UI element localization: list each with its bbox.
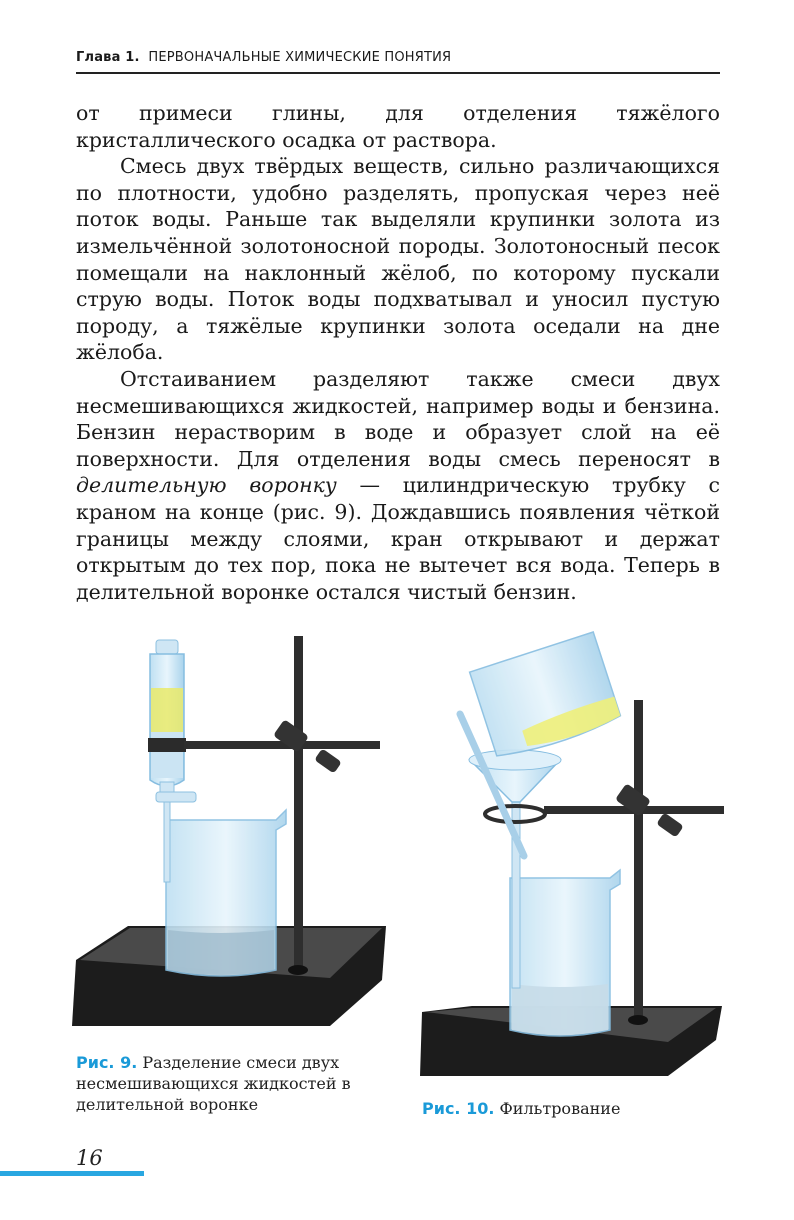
- clamp-arm: [184, 741, 380, 749]
- paragraph-1: от примеси глины, для отделения тяжёлого кристаллического осадка от раствора.: [76, 101, 720, 152]
- stopcock: [156, 792, 196, 802]
- paragraph-2: Смесь двух твёрдых веществ, сильно различающихся по плотности, удобно разделять, пропуская через неё поток воды. Раньше так выделяли крупинки золота из измельчённой золотоносной породы. Золотоносный песок помещали на наклонный жёлоб, по которому пускали струю воды. Поток воды подхватывал и уносил пустую породу, а тяжёлые крупинки золота оседали на дне жёлоба.: [76, 154, 720, 365]
- paragraph-3-start: Отстаиванием разделяют также смеси двух несмешивающихся жидкостей, например воды и бензина. Бензин нерастворим в воде и образует слой на её поверхности. Для отделения воды смесь переносят в: [76, 366, 720, 471]
- figure-10-illustration: [420, 630, 730, 1080]
- figure-10-caption: [422, 1098, 722, 1119]
- chapter-number: Глава 1.: [76, 50, 140, 65]
- page-number: 16: [76, 1146, 103, 1170]
- paragraph-3: [76, 366, 720, 605]
- pouring-beaker: [470, 632, 623, 762]
- stand-rod: [634, 700, 643, 1020]
- figure-9-caption-text: Разделение смеси двух несмешивающихся жидкостей в делительной воронке: [76, 1053, 351, 1114]
- paragraph-3-end: — цилиндрическую трубку с краном на конце (рис. 9). Дождавшись появления чёткой границы между слоями, кран открывают и держат открытым до тех пор, пока не вытечет вся вода. Теперь в делительной воронке остался чистый бензин.: [76, 473, 721, 604]
- figure-9-label: Рис. 9.: [76, 1053, 138, 1072]
- chapter-title: ПЕРВОНАЧАЛЬНЫЕ ХИМИЧЕСКИЕ ПОНЯТИЯ: [148, 50, 452, 65]
- footer-accent-bar: [0, 1171, 144, 1176]
- term-separatory-funnel: делительную воронку: [76, 473, 337, 498]
- figure-9-illustration: [72, 630, 392, 1040]
- figure-9-caption: [76, 1052, 376, 1115]
- figure-10-label: Рис. 10.: [422, 1099, 495, 1118]
- body-text: [76, 100, 720, 605]
- figure-10-caption-text: Фильтрование: [499, 1099, 621, 1118]
- stand-rod: [294, 636, 303, 970]
- running-header: [76, 50, 720, 74]
